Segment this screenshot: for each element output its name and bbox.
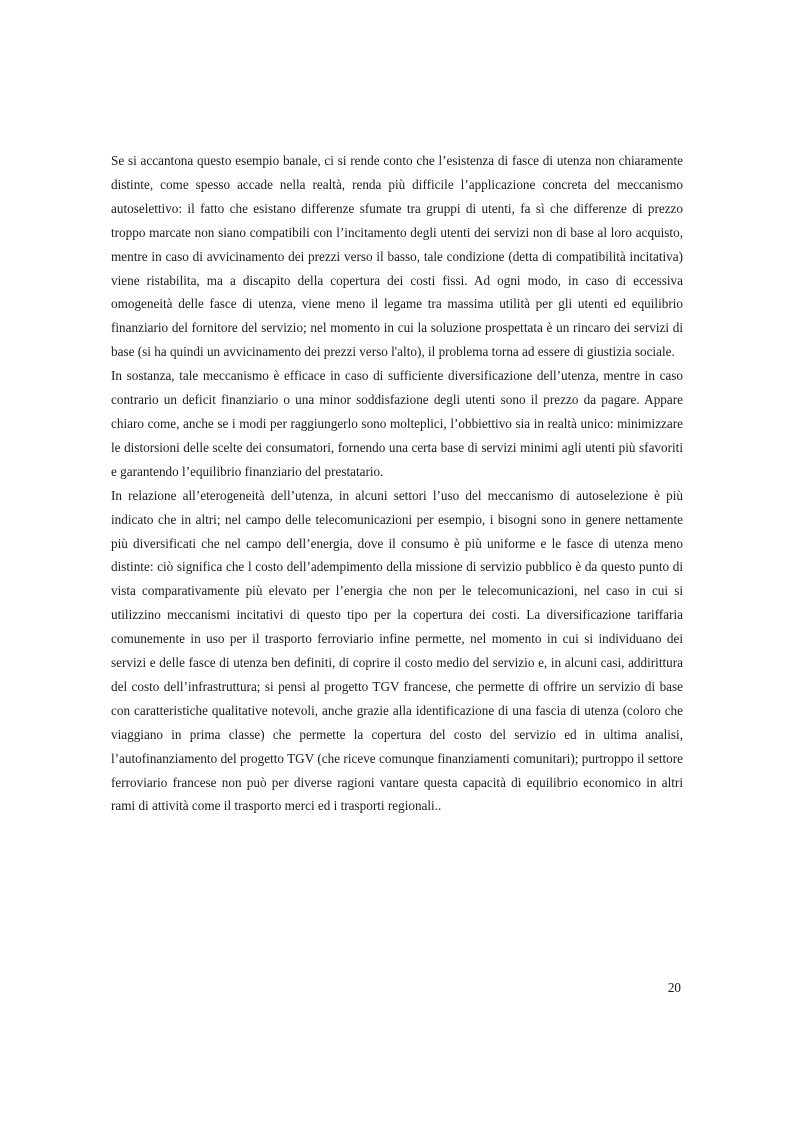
page-number: 20 — [667, 980, 681, 995]
body-text — [111, 149, 683, 818]
paragraph-summary: In sostanza, tale meccanismo è efficace in caso di sufficiente diversificazione dell’utenza, mentre in caso contrario un deficit finanziario o una minor soddisfazione degli utenti sono il prezzo da pagare. Appare chiaro come, anche se i modi per raggiungerlo sono molteplici, l’obbiettivo sia in realtà unico: minimizzare le distorsioni delle scelte dei consumatori, fornendo una certa base di servizi minimi agli utenti più sfavoriti e garantendo l’equilibrio finanziario del prestatario. — [111, 368, 683, 479]
paragraph-autoselection: Se si accantona questo esempio banale, ci si rende conto che l’esistenza di fasce di utenza non chiaramente distinte, come spesso accade nella realtà, renda più difficile l’applicazione concreta del meccanismo autoselettivo: il fatto che esistano differenze sfumate tra gruppi di utenti, fa sì che differenze di prezzo troppo marcate non siano compatibili con l’incitamento degli utenti dei servizi non di base al loro acquisto, mentre in caso di avvicinamento dei prezzi verso il basso, tale condizione (detta di compatibilità incitativa) viene ristabilita, ma a discapito della copertura dei costi fissi. Ad ogni modo, in caso di eccessiva omogeneità delle fasce di utenza, viene meno il legame tra massima utilità per gli utenti ed equilibrio finanziario del fornitore del servizio; nel momento in cui la soluzione prospettata è un rincaro dei servizi di base (si ha quindi un avvicinamento dei prezzi verso l'alto), il problema torna ad essere di giustizia sociale. — [111, 153, 683, 360]
paragraph-heterogeneity: In relazione all’eterogeneità dell’utenza, in alcuni settori l’uso del meccanismo di autoselezione è più indicato che in altri; nel campo delle telecomunicazioni per esempio, i bisogni sono in genere nettamente più diversificati che nel campo dell’energia, dove il consumo è più uniforme e le fasce di utenza meno distinte: ciò significa che l costo dell’adempimento della missione di servizio pubblico è da questo punto di vista comparativamente più elevato per l’energia che non per le telecomunicazioni, nel caso in cui si utilizzino meccanismi incitativi di questo tipo per la copertura dei costi. La diversificazione tariffaria comunemente in uso per il trasporto ferroviario infine permette, nel momento in cui si individuano dei servizi e delle fasce di utenza ben definiti, di coprire il costo medio del servizio e, in alcuni casi, addirittura del costo dell’infrastruttura; si pensi al progetto TGV francese, che permette di offrire un servizio di base con caratteristiche qualitative notevoli, anche grazie alla identificazione di una fascia di utenza (coloro che viaggiano in prima classe) che permette la copertura del costo del servizio ed in ultima analisi, l’autofinanziamento del progetto TGV (che riceve comunque finanziamenti comunitari); purtroppo il settore ferroviario francese non può per diverse ragioni vantare questa capacità di equilibrio economico in altri rami di attività come il trasporto merci ed i trasporti regionali.. — [111, 487, 683, 814]
